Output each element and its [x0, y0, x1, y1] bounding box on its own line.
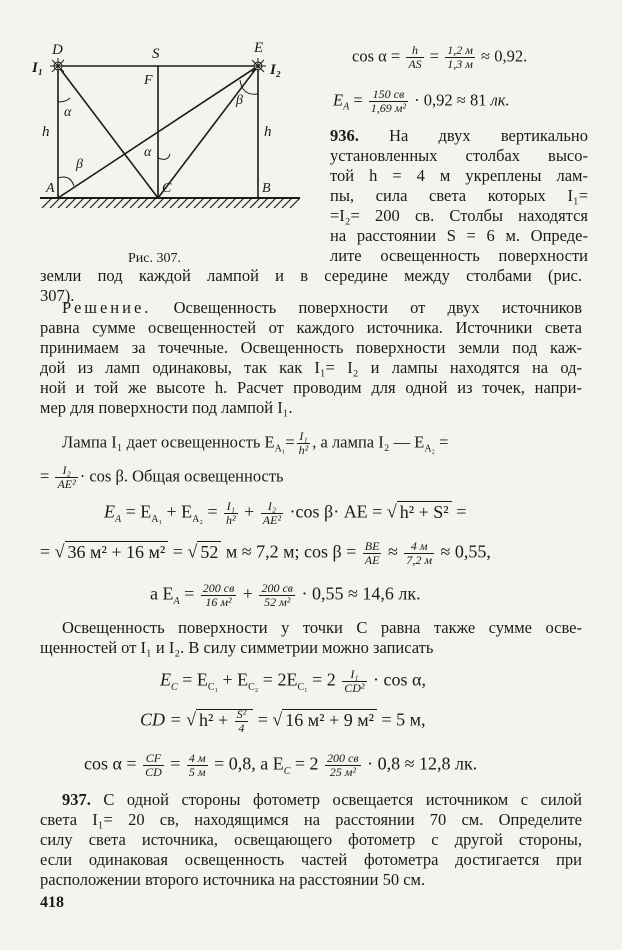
equation-cos-alpha-ec: cos α = $\frac{CF}{CD}$ = $\frac{4 м}{5 м}$ = 0,8, а $E_C = 2$ $\frac{200 св}{\text{25 м²}}$ · 0,8 ≈ 12,8 лк. [84, 751, 478, 779]
equation-ae-value: = √ 36 м² + 16 м² = √ 52 м ≈ 7,2 м; cos β = $\frac{BE}{AE}$ ≈ $\frac{4 м}{7,2 м}$ ≈ 0,55, [40, 539, 491, 567]
label-e: E [254, 40, 264, 56]
solution-line-1: Решение. Освещенность поверхности от двух источников [62, 298, 582, 317]
equation-ec: $E_C = E_{C_1} + E_{C_2} = 2E_{C_1} = 2$ $\frac{\text{I₁}}{\text{CD²}}$ · cos α, [160, 667, 426, 695]
problem-936-number: 936. [330, 126, 359, 145]
problem-936-line-3: той h = 4 м укреплены лам- [330, 166, 588, 185]
point-c-text-2: щенностей от I₁ и I₂. В силу симметрии можно записать [40, 638, 434, 657]
ray-e-c [158, 66, 258, 198]
label-beta-left: β [76, 157, 83, 172]
label-alpha-mid: α [144, 145, 152, 160]
solution-line-5: ной и той же высоте h. Расчет проводим для одной из точек, напри- [40, 378, 582, 397]
label-s: S [152, 46, 160, 62]
label-i1: I₁ [32, 60, 44, 76]
problem-937-line-4: если одинаковая освещенность частей фотометра достигается при [40, 850, 582, 869]
lamp-e-icon [250, 58, 266, 74]
page-number: 418 [40, 894, 64, 911]
ea-formula: $E_A$ = $\frac{150 св}{\text{1,69 м²}}$ · 0,92 ≈ 81 лк. [333, 87, 510, 115]
problem-937-number: 937. [62, 790, 91, 809]
problem-936-line-1: 936. На двух вертикально [330, 126, 588, 145]
cos-alpha-formula: cos α = $\frac{h}{AS}$ = $\frac{1,2 м}{1,3 м}$ ≈ 0,92. [352, 43, 528, 71]
lamp-line: Лампа I₁ дает освещенность $E_{A_1}=$ $\frac{\text{I₁}}{\text{h²}}$ , а лампа I₂ — $E_{A_2}$ = [62, 429, 449, 457]
problem-937-line-1: 937. С одной стороны фотометр освещается источником с силой [62, 790, 582, 809]
lamp-d-icon [50, 58, 66, 74]
label-f: F [144, 73, 153, 88]
problem-936-cont-2: 307). [40, 286, 75, 305]
equation-cd: CD = √ h² + $\frac{\text{S²}}{4}$ = √ 16 м² + 9 м² = 5 м, [140, 707, 426, 735]
equation-ea-sum: $E_A = E_{A_1} + E_{A_2}$ = $\frac{\text{I₁}}{\text{h²}}$ + $\frac{\text{I₂}}{\text{AE²}}$ ·cos β· AE = √ h² + S² = [104, 499, 467, 527]
problem-936-line-2: установленных столбах высо- [330, 146, 588, 165]
problem-937-line-5: расположении второго источника на расстоянии 50 см. [40, 870, 426, 889]
problem-937-line-2: света I₁= 20 св, находящимся на расстоянии 70 см. Определите [40, 810, 582, 829]
arc-alpha-left [58, 98, 70, 102]
label-beta-right: β [236, 93, 243, 108]
solution-line-6: мер для поверхности под лампой I₁. [40, 398, 293, 417]
label-h-left: h [42, 124, 50, 140]
equation-ea-result: а $E_A$ = $\frac{200 св}{\text{16 м²}}$ + $\frac{200 св}{\text{52 м²}}$ · 0,55 ≈ 14,6 лк. [150, 581, 421, 609]
solution-heading: Решение. [62, 298, 152, 317]
problem-936-line-4: пы, сила света которых I₁= [330, 186, 588, 205]
point-c-text-1: Освещенность поверхности у точки C равна также сумме осве- [62, 618, 582, 637]
problem-937-line-3: силу света источника, освещающего фотометр с другой стороны, [40, 830, 582, 849]
ground-hatching [40, 198, 300, 208]
figure-307 [30, 40, 315, 280]
label-alpha-left: α [64, 105, 72, 120]
label-a: A [46, 181, 55, 196]
lamp-line-2: = $\frac{\text{I₂}}{\text{AE²}}$ · cos β. Общая освещенность [40, 463, 284, 491]
solution-line-2: равна сумме освещенностей от каждого источника. Источники света [40, 318, 582, 337]
problem-936-line-6: на расстоянии S = 6 м. Опреде- [330, 226, 588, 245]
ray-d-c [58, 66, 158, 198]
problem-936-line-7: лите освещенность поверхности [330, 246, 588, 265]
label-b: B [262, 181, 271, 196]
label-d: D [52, 42, 63, 58]
arc-alpha-mid [158, 154, 170, 159]
arc-beta-left [58, 177, 74, 186]
label-c: C [162, 181, 172, 196]
problem-936-line-5: =I₂= 200 св. Столбы находятся [330, 206, 588, 225]
solution-line-4: дой из ламп одинаковы, так как I₁= I₂ и лампы находятся на од- [40, 358, 582, 377]
label-i2: I₂ [270, 62, 282, 78]
solution-line-3: принимаем за точечные. Освещенность поверхности земли под каж- [40, 338, 582, 357]
problem-936-cont-1: земли под каждой лампой и в середине между столбами (рис. [40, 266, 582, 285]
label-h-right: h [264, 124, 272, 140]
figure-caption: Рис. 307. [128, 251, 181, 266]
